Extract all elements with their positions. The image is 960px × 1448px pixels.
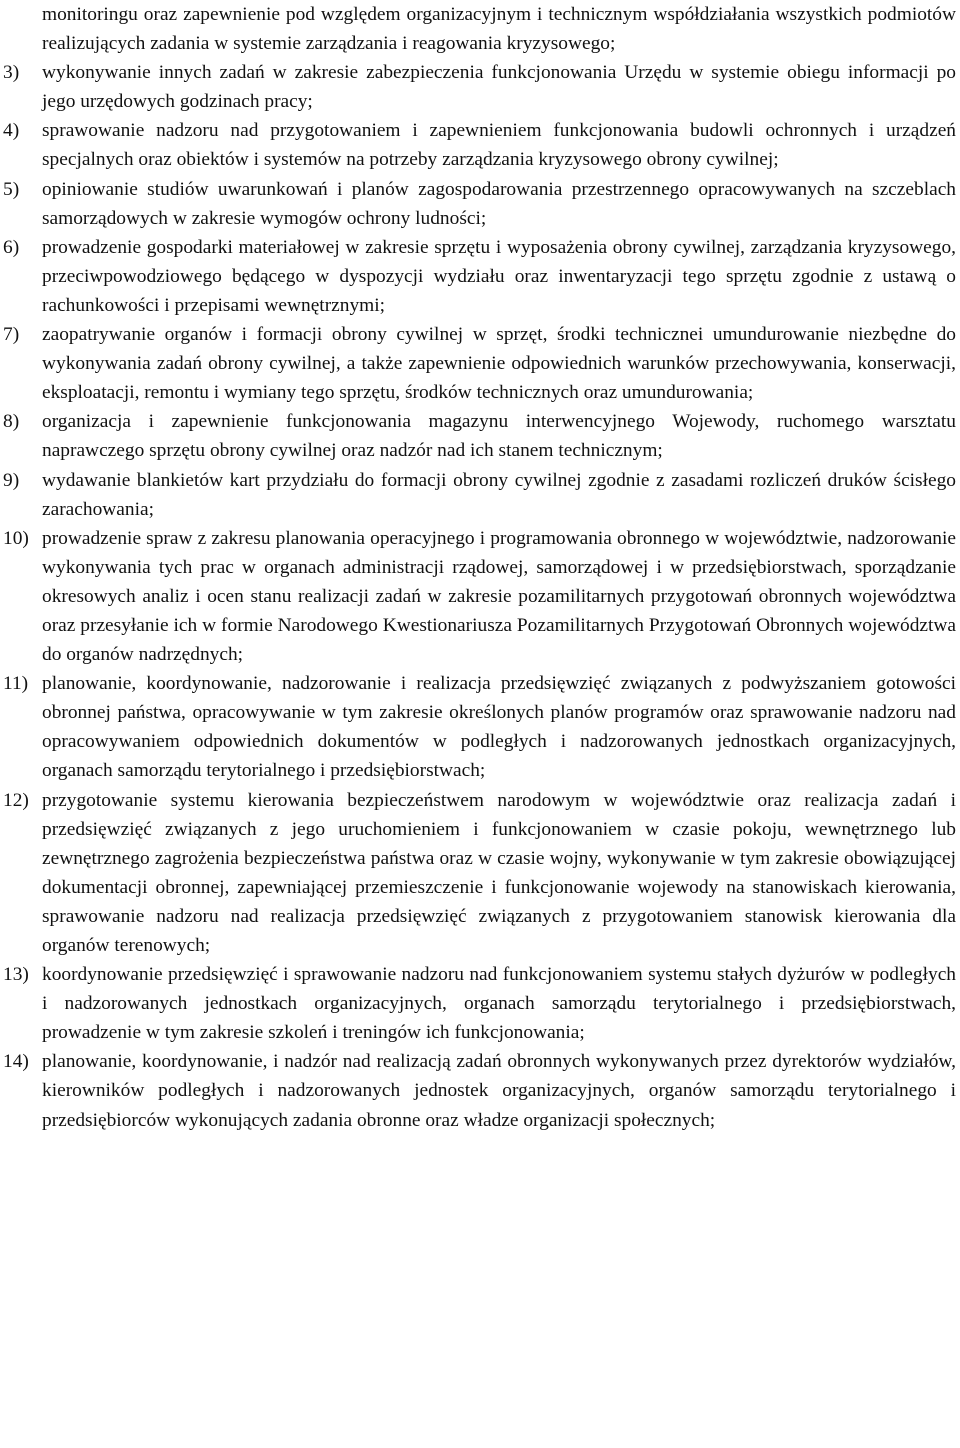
list-item [0,320,956,407]
item-text: wydawanie blankietów kart przydziału do formacji obrony cywilnej zgodnie z zasadami rozliczeń druków ścisłego zarachowania; [42,469,956,520]
item-number: 8) [3,411,20,433]
item-text: opiniowanie studiów uwarunkowań i planów zagospodarowania przestrzennego opracowywanych na szczeblach samorządowych w zakresie wymogów ochrony ludności; [42,178,956,229]
item-number: 10) [3,527,29,549]
item-text: prowadzenie spraw z zakresu planowania operacyjnego i programowania obronnego w województwie, nadzorowanie wykonywania tych prac w organach administracji rządowej, samorządowej i w przedsiębiorstwach, sporządzanie okresowych analiz i ocen stanu realizacji zadań w zakresie pozamilitarnych przygotowań obronnych województwa oraz przesyłanie ich w formie Narodowego Kwestionariusza Pozamilitarnych Przygotowań Obronnych województwa do organów nadrzędnych; [42,527,956,666]
item-number: 5) [3,178,20,200]
item-number: 3) [3,62,20,84]
item-text: koordynowanie przedsięwzięć i sprawowanie nadzoru nad funkcjonowaniem systemu stałych dyżurów w podległych i nadzorowanych jednostkach organizacyjnych, organach samorządu terytorialnego i przedsiębiorstwach, prowadzenie w tym zakresie szkoleń i treningów ich funkcjonowania; [42,964,956,1044]
list-item [0,786,956,961]
item-text: organizacja i zapewnienie funkcjonowania magazynu interwencyjnego Wojewody, ruchomego warsztatu naprawczego sprzętu obrony cywilnej oraz nadzór nad ich stanem technicznym; [42,411,956,462]
item-text: prowadzenie gospodarki materiałowej w zakresie sprzętu i wyposażenia obrony cywilnej, zarządzania kryzysowego, przeciwpowodziowego będącego w dyspozycji wydziału oraz inwentaryzacji tego sprzętu zgodnie z ustawą o rachunkowości i przepisami wewnętrznymi; [42,236,956,316]
list-item [0,175,956,233]
item-text: przygotowanie systemu kierowania bezpieczeństwem narodowym w województwie oraz realizacja zadań i przedsięwzięć związanych z jego uruchomieniem i funkcjonowaniem w czasie pokoju, wewnętrznego lub zewnętrznego zagrożenia bezpieczeństwa państwa oraz w czasie wojny, wykonywanie w tym zakresie obowiązującej dokumentacji obronnej, zapewniającej przemieszczenie i funkcjonowanie wojewody na stanowiskach kierowania, sprawowanie nadzoru nad realizacja przedsięwzięć związanych z przygotowaniem stanowisk kierowania dla organów terenowych; [42,789,956,956]
item-text: sprawowanie nadzoru nad przygotowaniem i zapewnieniem funkcjonowania budowli ochronnych i urządzeń specjalnych oraz obiektów i systemów na potrzeby zarządzania kryzysowego obrony cywilnej; [42,120,956,171]
item-number: 7) [3,324,20,346]
list-item [0,1047,956,1134]
list-item [0,466,956,524]
list-item [0,407,956,465]
item-text: planowanie, koordynowanie, nadzorowanie i realizacja przedsięwzięć związanych z podwyższaniem gotowości obronnej państwa, opracowywanie w tym zakresie określonych planów programów oraz sprawowanie nadzoru nad opracowywaniem odpowiednich dokumentów w podległych i nadzorowanych jednostkach organizacyjnych, organach samorządu terytorialnego i przedsiębiorstwach; [42,673,956,782]
item-text: planowanie, koordynowanie, i nadzór nad realizacją zadań obronnych wykonywanych przez dyrektorów wydziałów, kierowników podległych i nadzorowanych jednostek organizacyjnych, organów samorządu terytorialnego i przedsiębiorców wykonujących zadania obronne oraz władze organizacji społecznych; [42,1051,956,1131]
item-number: 6) [3,236,20,258]
item-number: 9) [3,469,20,491]
item-number: 11) [3,673,29,695]
item-text: wykonywanie innych zadań w zakresie zabezpieczenia funkcjonowania Urzędu w systemie obiegu informacji po jego urzędowych godzinach pracy; [42,62,956,113]
list-item [0,960,956,1047]
list-item [0,233,956,320]
item-number: 13) [3,964,29,986]
item-text: zaopatrywanie organów i formacji obrony cywilnej w sprzęt, środki technicznei umundurowanie niezbędne do wykonywania zadań obrony cywilnej, a także zapewnienie odpowiednich warunków przechowywania, konserwacji, eksploatacji, remontu i wymiany tego sprzętu, środków technicznych oraz umundurowania; [42,324,956,404]
item-number: 12) [3,789,29,811]
list-item [0,524,956,669]
list-item [0,58,956,116]
item-number: 4) [3,120,20,142]
numbered-list [0,58,956,1134]
intro-paragraph: monitoringu oraz zapewnienie pod względem organizacyjnym i technicznym współdziałania wszystkich podmiotów realizujących zadania w systemie zarządzania i reagowania kryzysowego; [42,4,956,55]
list-item [0,116,956,174]
item-number: 14) [3,1051,29,1073]
list-item [0,669,956,785]
